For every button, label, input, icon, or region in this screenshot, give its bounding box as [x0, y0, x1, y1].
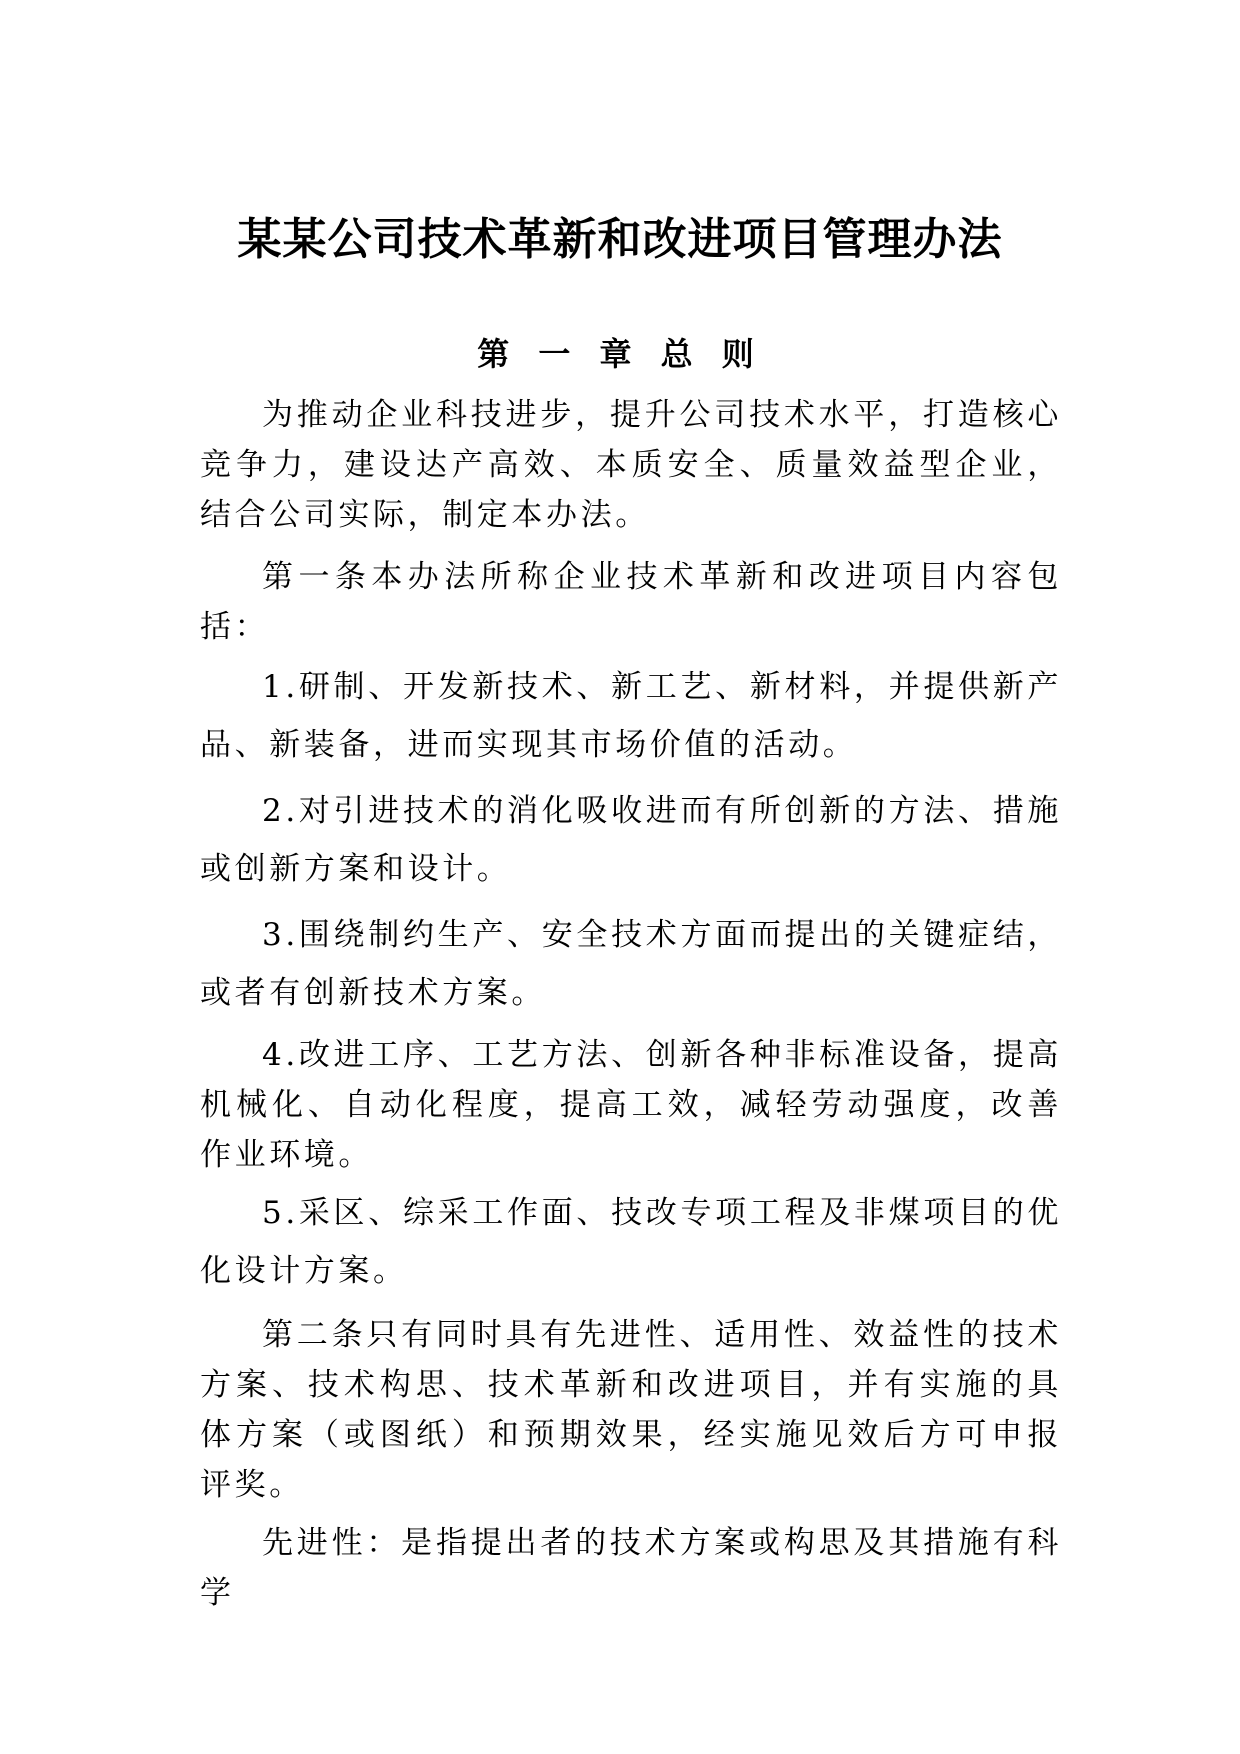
- document-title: 某某公司技术革新和改进项目管理办法: [237, 214, 1003, 265]
- paragraph-article-2: 第二条只有同时具有先进性、适用性、效益性的技术方案、技术构思、技术革新和改进项目，并有实施的具体方案（或图纸）和预期效果，经实施见效后方可申报评奖。: [200, 1317, 1062, 1503]
- paragraph-item-4: 4.改进工序、工艺方法、创新各种非标准设备，提高机械化、自动化程度，提高工效，减轻劳动强度，改善作业环境。: [200, 1037, 1062, 1173]
- paragraph-item-2: 2.对引进技术的消化吸收进而有所创新的方法、措施或创新方案和设计。: [200, 793, 1062, 887]
- paragraph-item-1: 1.研制、开发新技术、新工艺、新材料，并提供新产品、新装备，进而实现其市场价值的活动。: [200, 669, 1062, 763]
- paragraph-item-3: 3.围绕制约生产、安全技术方面而提出的关键症结，或者有创新技术方案。: [200, 917, 1062, 1011]
- document-body: [200, 390, 1062, 1618]
- paragraph-article-1: 第一条本办法所称企业技术革新和改进项目内容包括：: [200, 559, 1062, 645]
- paragraph-preamble: 为推动企业科技进步，提升公司技术水平，打造核心竞争力，建设达产高效、本质安全、质量效益型企业，结合公司实际，制定本办法。: [200, 397, 1062, 533]
- paragraph-item-5: 5.采区、综采工作面、技改专项工程及非煤项目的优化设计方案。: [200, 1195, 1062, 1289]
- chapter-heading: 第 一 章 总 则: [477, 335, 763, 373]
- paragraph-advancement-definition: 先进性：是指提出者的技术方案或构思及其措施有科学: [200, 1525, 1062, 1611]
